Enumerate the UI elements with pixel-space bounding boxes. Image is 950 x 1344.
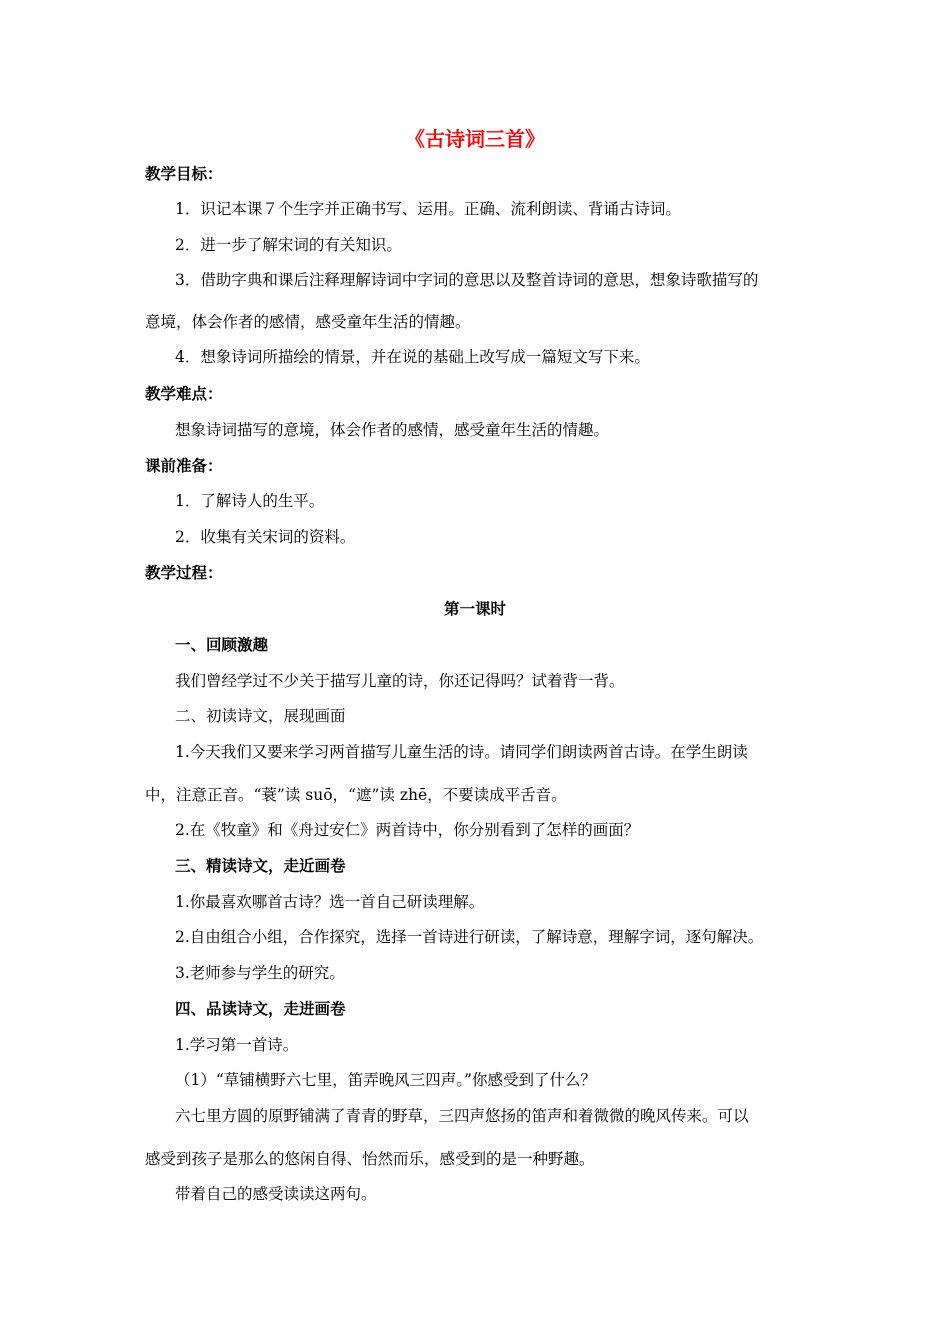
objectives-heading: 教学目标：	[145, 165, 223, 183]
body-text: 3.老师参与学生的研究。	[175, 964, 345, 982]
body-text: 我们曾经学过不少关于描写儿童的诗，你还记得吗？试着背一背。	[175, 672, 625, 690]
body-text: 1.今天我们又要来学习两首描写儿童生活的诗。请同学们朗读两首古诗。在学生朗读	[175, 743, 748, 761]
body-text: 2.在《牧童》和《舟过安仁》两首诗中，你分别看到了怎样的画面？	[175, 821, 640, 839]
process-heading: 教学过程：	[145, 564, 223, 582]
objective-item: 3．借助字典和课后注释理解诗词中字词的意思以及整首诗词的意思，想象诗歌描写的	[175, 271, 759, 289]
body-text-continuation: 感受到孩子是那么的悠闲自得、怡然而乐，感受到的是一种野趣。	[145, 1150, 595, 1168]
difficulty-text: 想象诗词描写的意境，体会作者的感情，感受童年生活的情趣。	[175, 421, 610, 439]
document-title: 《古诗词三首》	[405, 127, 545, 151]
objective-item: 1．识记本课７个生字并正确书写、运用。正确、流利朗读、背诵古诗词。	[175, 200, 681, 218]
section-heading: 三、精读诗文，走近画卷	[175, 857, 346, 875]
body-text: （1）“草铺横野六七里，笛弄晚风三四声。”你感受到了什么？	[175, 1071, 596, 1089]
body-text: 带着自己的感受读读这两句。	[175, 1185, 377, 1203]
objective-item-continuation: 意境，体会作者的感情，感受童年生活的情趣。	[145, 313, 471, 331]
section-heading: 二、初读诗文，展现画面	[175, 707, 346, 725]
lesson-title: 第一课时	[443, 600, 506, 618]
section-heading: 一、回顾激趣	[175, 636, 269, 654]
body-text-continuation: 中，注意正音。“蓑”读 suō，“遮”读 zhē，不要读成平舌音。	[145, 786, 567, 804]
body-text: 1.学习第一首诗。	[175, 1036, 299, 1054]
body-text: 六七里方圆的原野铺满了青青的野草，三四声悠扬的笛声和着微微的晚风传来。可以	[175, 1107, 749, 1125]
preparation-item: 1．了解诗人的生平。	[175, 492, 325, 510]
objective-item: 2．进一步了解宋词的有关知识。	[175, 236, 402, 254]
body-text: 1.你最喜欢哪首古诗？选一首自己研读理解。	[175, 893, 485, 911]
section-heading: 四、品读诗文，走进画卷	[175, 1000, 346, 1018]
objective-item: 4．想象诗词所描绘的情景，并在说的基础上改写成一篇短文写下来。	[175, 348, 650, 366]
difficulty-heading: 教学难点：	[145, 385, 223, 403]
preparation-item: 2．收集有关宋词的资料。	[175, 528, 356, 546]
preparation-heading: 课前准备：	[145, 457, 223, 475]
body-text: 2.自由组合小组，合作探究，选择一首诗进行研读，了解诗意，理解字词，逐句解决。	[175, 928, 764, 946]
